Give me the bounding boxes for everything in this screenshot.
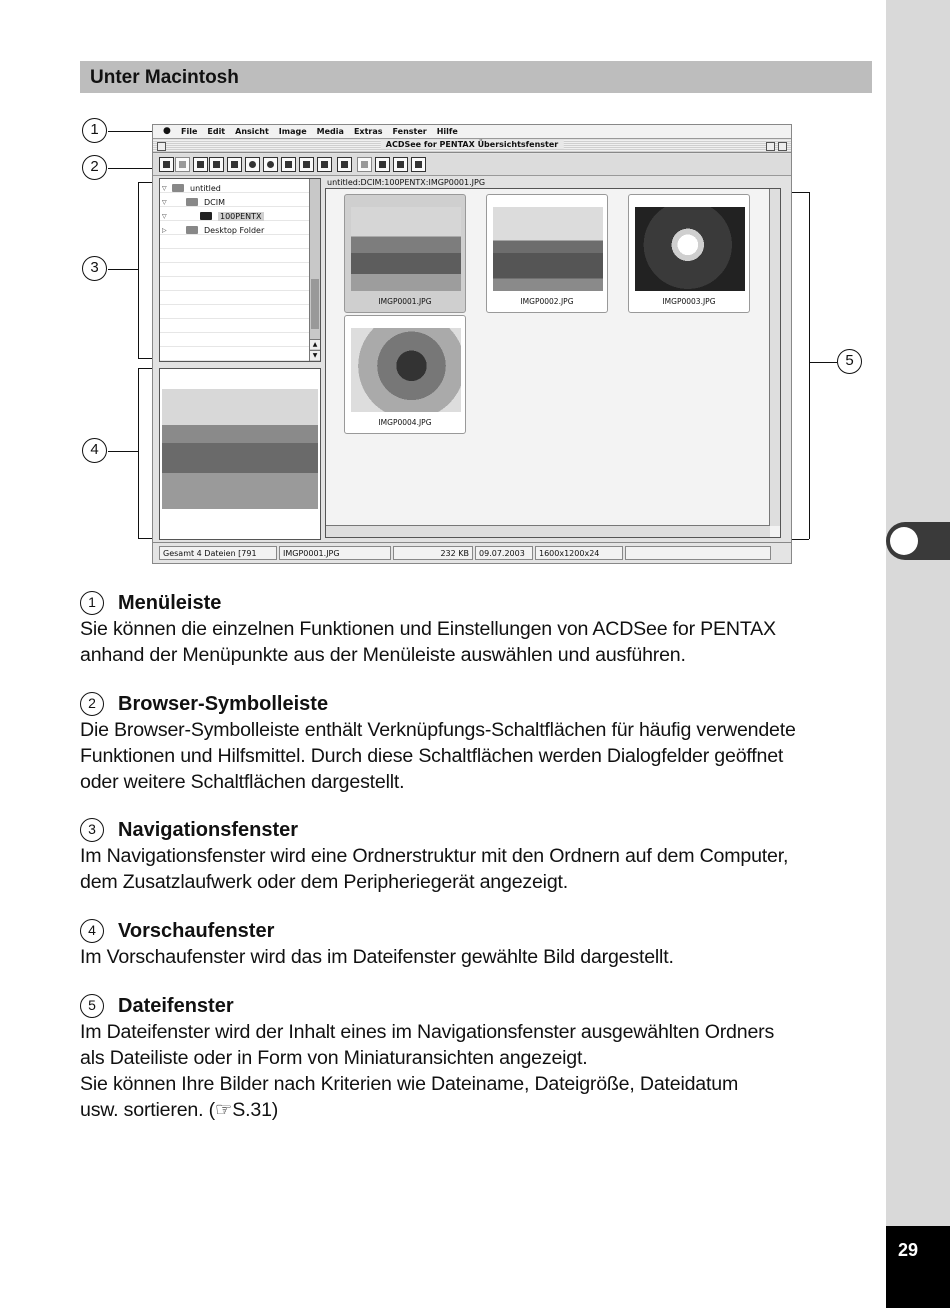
window-title: ACDSee for PENTAX Übersichtsfenster xyxy=(381,140,564,149)
menu-ansicht[interactable]: Ansicht xyxy=(235,127,269,136)
file-vertical-scrollbar[interactable] xyxy=(769,189,780,526)
toolbar-button-1[interactable] xyxy=(159,157,174,172)
tree-item-label: DCIM xyxy=(204,197,226,207)
item-title: Menüleiste xyxy=(118,591,222,614)
file-path: untitled:DCIM:100PENTX:IMGP0001.JPG xyxy=(327,178,486,187)
preview-image xyxy=(162,389,318,509)
section-header xyxy=(80,61,872,93)
thumbnail-card[interactable] xyxy=(486,194,608,313)
item-text-line: Im Navigationsfenster wird eine Ordnerstruktur mit den Ordnern auf dem Computer, xyxy=(80,845,789,867)
item-number: 5 xyxy=(80,994,104,1018)
thumbnail-label: IMGP0001.JPG xyxy=(378,297,432,306)
tree-twisty-icon[interactable]: ▽ xyxy=(162,184,167,192)
callout-marker-4: 4 xyxy=(82,438,107,463)
item-title: Vorschaufenster xyxy=(118,919,275,942)
status-bar xyxy=(153,542,791,563)
menu-extras[interactable]: Extras xyxy=(353,127,383,136)
close-box-icon[interactable] xyxy=(157,142,166,151)
callout-marker-3: 3 xyxy=(82,256,107,281)
toolbar-eye-icon[interactable] xyxy=(263,157,278,172)
toolbar-button-13[interactable] xyxy=(375,157,390,172)
item-number: 2 xyxy=(80,692,104,716)
nav-scrollbar[interactable] xyxy=(309,179,320,361)
item-title: Browser-Symbolleiste xyxy=(118,692,329,715)
file-pane xyxy=(325,188,781,538)
status-date: 09.07.2003 xyxy=(475,546,533,560)
thumbnail-label: IMGP0003.JPG xyxy=(662,297,716,306)
thumbnail-card[interactable] xyxy=(628,194,750,313)
callout-marker-5: 5 xyxy=(837,349,862,374)
side-margin-band xyxy=(886,0,950,1308)
leader-line-4 xyxy=(108,451,138,452)
tree-twisty-icon[interactable]: ▽ xyxy=(162,212,167,220)
toolbar-button-3[interactable] xyxy=(193,157,208,172)
bracket-5 xyxy=(809,192,810,539)
zoom-box-icon[interactable] xyxy=(766,142,775,151)
leader-line-5 xyxy=(809,362,837,363)
navigation-pane xyxy=(159,178,321,362)
page-number: 29 xyxy=(897,1240,919,1260)
menu-image[interactable]: Image xyxy=(278,127,307,136)
tree-twisty-icon[interactable]: ▽ xyxy=(162,198,167,206)
item-title: Dateifenster xyxy=(118,994,234,1017)
folder-open-icon xyxy=(200,212,212,220)
toolbar-info-icon[interactable] xyxy=(317,157,332,172)
item-navigationsfenster xyxy=(80,817,880,895)
leader-line-1 xyxy=(108,131,154,132)
item-number: 3 xyxy=(80,818,104,842)
toolbar-search-icon[interactable] xyxy=(245,157,260,172)
toolbar-button-8[interactable] xyxy=(281,157,296,172)
nav-scroll-thumb[interactable] xyxy=(311,279,319,329)
folder-icon xyxy=(186,226,198,234)
status-filesize: 232 KB xyxy=(393,546,473,560)
item-text-line: usw. sortieren. (☞S.31) xyxy=(80,1099,279,1121)
nav-tree xyxy=(160,179,310,361)
status-empty-cell xyxy=(625,546,771,560)
disk-icon xyxy=(172,184,184,192)
toolbar-button-4[interactable] xyxy=(209,157,224,172)
item-text-line: Sie können die einzelnen Funktionen und Einstellungen von ACDSee for PENTAX xyxy=(80,618,776,640)
toolbar-button-15[interactable] xyxy=(411,157,426,172)
menu-bar xyxy=(153,125,791,139)
tree-item-desktop-folder[interactable] xyxy=(162,224,264,236)
toolbar-button-12[interactable] xyxy=(357,157,372,172)
bracket-5-top xyxy=(790,192,809,193)
item-text-line: Die Browser-Symbolleiste enthält Verknüpfungs-Schaltflächen für häufig verwendete xyxy=(80,719,796,741)
menu-fenster[interactable]: Fenster xyxy=(392,127,427,136)
page-number-box xyxy=(886,1226,950,1308)
acdsee-screenshot xyxy=(152,124,792,564)
status-dimensions: 1600x1200x24 xyxy=(535,546,623,560)
toolbar-button-11[interactable] xyxy=(337,157,352,172)
thumbnail-label: IMGP0002.JPG xyxy=(520,297,574,306)
item-text-line: Funktionen und Hilfsmittel. Durch diese Schaltflächen werden Dialogfelder geöffnet xyxy=(80,745,784,767)
tree-item-100pentx[interactable] xyxy=(162,210,264,222)
chapter-tab-dot xyxy=(890,527,918,555)
item-title: Navigationsfenster xyxy=(118,818,299,841)
status-filename: IMGP0001.JPG xyxy=(279,546,391,560)
item-menuleiste xyxy=(80,590,880,668)
callout-marker-2: 2 xyxy=(82,155,107,180)
item-number: 4 xyxy=(80,919,104,943)
item-text-line: Im Dateifenster wird der Inhalt eines im Navigationsfenster ausgewählten Ordners xyxy=(80,1021,775,1043)
toolbar-button-14[interactable] xyxy=(393,157,408,172)
section-title: Unter Macintosh xyxy=(90,67,239,88)
scroll-down-arrow-icon[interactable]: ▼ xyxy=(310,350,320,360)
item-text-line: als Dateiliste oder in Form von Miniaturansichten angezeigt. xyxy=(80,1047,588,1069)
tree-twisty-icon[interactable]: ▷ xyxy=(162,226,167,234)
menu-edit[interactable]: Edit xyxy=(207,127,226,136)
preview-pane xyxy=(159,368,321,540)
item-text-line: dem Zusatzlaufwerk oder dem Peripheriegerät angezeigt. xyxy=(80,871,569,893)
tree-item-label: untitled xyxy=(190,183,221,193)
collapse-box-icon[interactable] xyxy=(778,142,787,151)
leader-line-3 xyxy=(108,269,138,270)
browser-toolbar xyxy=(153,154,791,176)
bracket-4 xyxy=(138,368,139,538)
bracket-5-bottom xyxy=(790,539,809,540)
item-text-line: Sie können Ihre Bilder nach Kriterien wie Dateiname, Dateigröße, Dateidatum xyxy=(80,1073,739,1095)
scroll-up-arrow-icon[interactable]: ▲ xyxy=(310,339,320,349)
file-horizontal-scrollbar[interactable] xyxy=(326,525,770,537)
menu-file[interactable]: File xyxy=(181,127,198,136)
callout-marker-1: 1 xyxy=(82,118,107,143)
menu-hilfe[interactable]: Hilfe xyxy=(436,127,458,136)
thumbnail-image xyxy=(635,207,745,291)
item-vorschaufenster xyxy=(80,918,880,970)
item-text-line: oder weitere Schaltflächen dargestellt. xyxy=(80,771,405,793)
bracket-3 xyxy=(138,182,139,358)
tree-item-untitled[interactable] xyxy=(162,182,221,194)
thumbnail-image xyxy=(493,207,603,291)
thumbnail-image xyxy=(351,328,461,412)
folder-icon xyxy=(186,198,198,206)
tree-item-label: Desktop Folder xyxy=(204,225,265,235)
item-browser-symbolleiste xyxy=(80,691,880,795)
toolbar-button-5[interactable] xyxy=(227,157,242,172)
toolbar-button-2[interactable] xyxy=(175,157,190,172)
status-total: Gesamt 4 Dateien [791 xyxy=(159,546,277,560)
menu-media[interactable]: Media xyxy=(316,127,344,136)
item-dateifenster xyxy=(80,993,880,1123)
thumbnail-image xyxy=(351,207,461,291)
window-title-bar xyxy=(153,140,791,153)
thumbnail-card[interactable] xyxy=(344,315,466,434)
thumbnail-card[interactable] xyxy=(344,194,466,313)
tree-item-dcim[interactable] xyxy=(162,196,225,208)
item-number: 1 xyxy=(80,591,104,615)
leader-line-2 xyxy=(108,168,154,169)
apple-menu-icon[interactable]: ● xyxy=(163,126,171,136)
chapter-tab xyxy=(886,522,950,560)
tree-item-label: 100PENTX xyxy=(220,211,262,221)
item-text-line: Im Vorschaufenster wird das im Dateifenster gewählte Bild dargestellt. xyxy=(80,946,674,968)
item-text-line: anhand der Menüpunkte aus der Menüleiste auswählen und ausführen. xyxy=(80,644,686,666)
toolbar-button-9[interactable] xyxy=(299,157,314,172)
thumbnail-label: IMGP0004.JPG xyxy=(378,418,432,427)
